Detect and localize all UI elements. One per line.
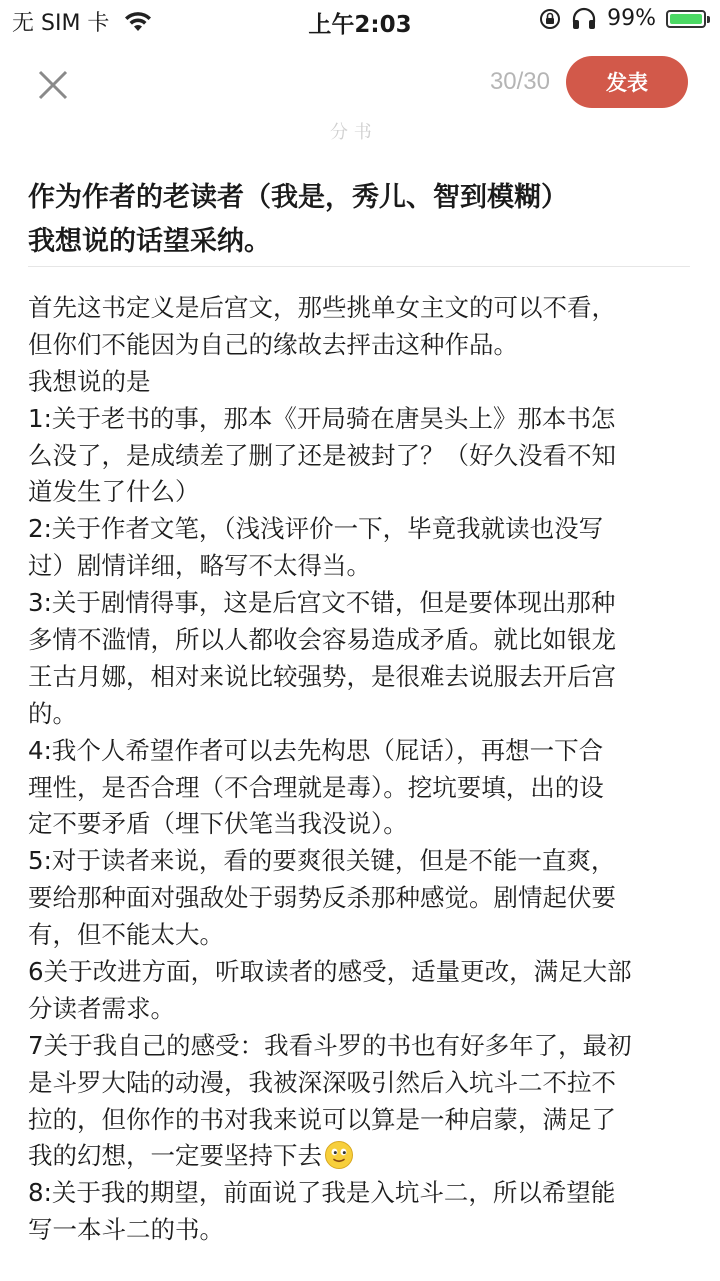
body-line: 要给那种面对强敌处于弱势反杀那种感觉。剧情起伏要 [28, 883, 616, 913]
title-divider [28, 266, 690, 267]
body-line: 是斗罗大陆的动漫，我被深深吸引然后入坑斗二不拉不 [28, 1067, 616, 1097]
body-line: 写一本斗二的书。 [28, 1215, 224, 1245]
orientation-lock-icon [539, 8, 561, 30]
battery-level-fill [670, 14, 702, 24]
body-line: 7关于我自己的感受：我看斗罗的书也有好多年了，最初 [28, 1030, 632, 1060]
body-line: 我的幻想，一定要坚持下去 [28, 1138, 692, 1175]
carrier-label: 无 SIM 卡 [12, 11, 110, 36]
body-line: 8:关于我的期望，前面说了我是入坑斗二，所以希望能 [28, 1178, 616, 1208]
body-line: 首先这书定义是后宫文，那些挑单女主文的可以不看， [28, 293, 616, 322]
publish-button[interactable]: 发表 [566, 56, 688, 108]
body-line: 6关于改进方面，听取读者的感受，适量更改，满足大部 [28, 957, 632, 987]
body-line: 有，但不能太大。 [28, 920, 224, 950]
body-line: 多情不滥情，所以人都收会容易造成矛盾。就比如银龙 [28, 625, 616, 655]
body-line: 王古月娜，相对来说比较强势，是很难去说服去开后宫 [28, 661, 616, 691]
body-line: 拉的，但你作的书对我来说可以算是一种启蒙，满足了 [28, 1104, 616, 1134]
status-bar [0, 0, 720, 40]
battery-icon [666, 10, 706, 28]
close-icon[interactable] [36, 68, 70, 102]
body-line: 1:关于老书的事，那本《开局骑在唐昊头上》那本书怎 [28, 403, 616, 433]
body-line: 但你们不能因为自己的缘故去抨击这种作品。 [28, 329, 518, 359]
body-line: 定不要矛盾（埋下伏笔当我没说）。 [28, 809, 408, 839]
body-line: 5:对于读者来说，看的要爽很关键，但是不能一直爽， [28, 846, 616, 876]
faded-header-text: 分 书 [330, 122, 372, 143]
post-title[interactable]: 作为作者的老读者（我是，秀儿、智到模糊） 我想说的话望采纳。 [28, 182, 568, 257]
battery-percent: 99% [607, 6, 656, 31]
body-line: 么没了，是成绩差了删了还是被封了？（好久没看不知 [28, 440, 616, 470]
body-line: 分读者需求。 [28, 993, 175, 1023]
body-line: 道发生了什么） [28, 477, 200, 507]
post-body[interactable] [28, 290, 692, 1249]
headphones-icon [571, 8, 597, 30]
body-line: 3:关于剧情得事，这是后宫文不错，但是要体现出那种 [28, 588, 616, 618]
smiling-face-icon [324, 1140, 354, 1170]
body-line: 的。 [28, 698, 77, 728]
body-line: 过）剧情详细，略写不太得当。 [28, 551, 371, 581]
character-counter: 30/30 [489, 68, 550, 95]
body-line: 4:我个人希望作者可以去先构思（屁话），再想一下合 [28, 735, 604, 765]
status-time: 上午2:03 [308, 12, 412, 38]
status-right [539, 6, 706, 31]
body-line: 理性，是否合理（不合理就是毒）。挖坑要填，出的设 [28, 772, 604, 802]
body-line: 我想说的是 [28, 366, 151, 396]
body-line: 2:关于作者文笔，（浅浅评价一下，毕竟我就读也没写 [28, 514, 604, 544]
